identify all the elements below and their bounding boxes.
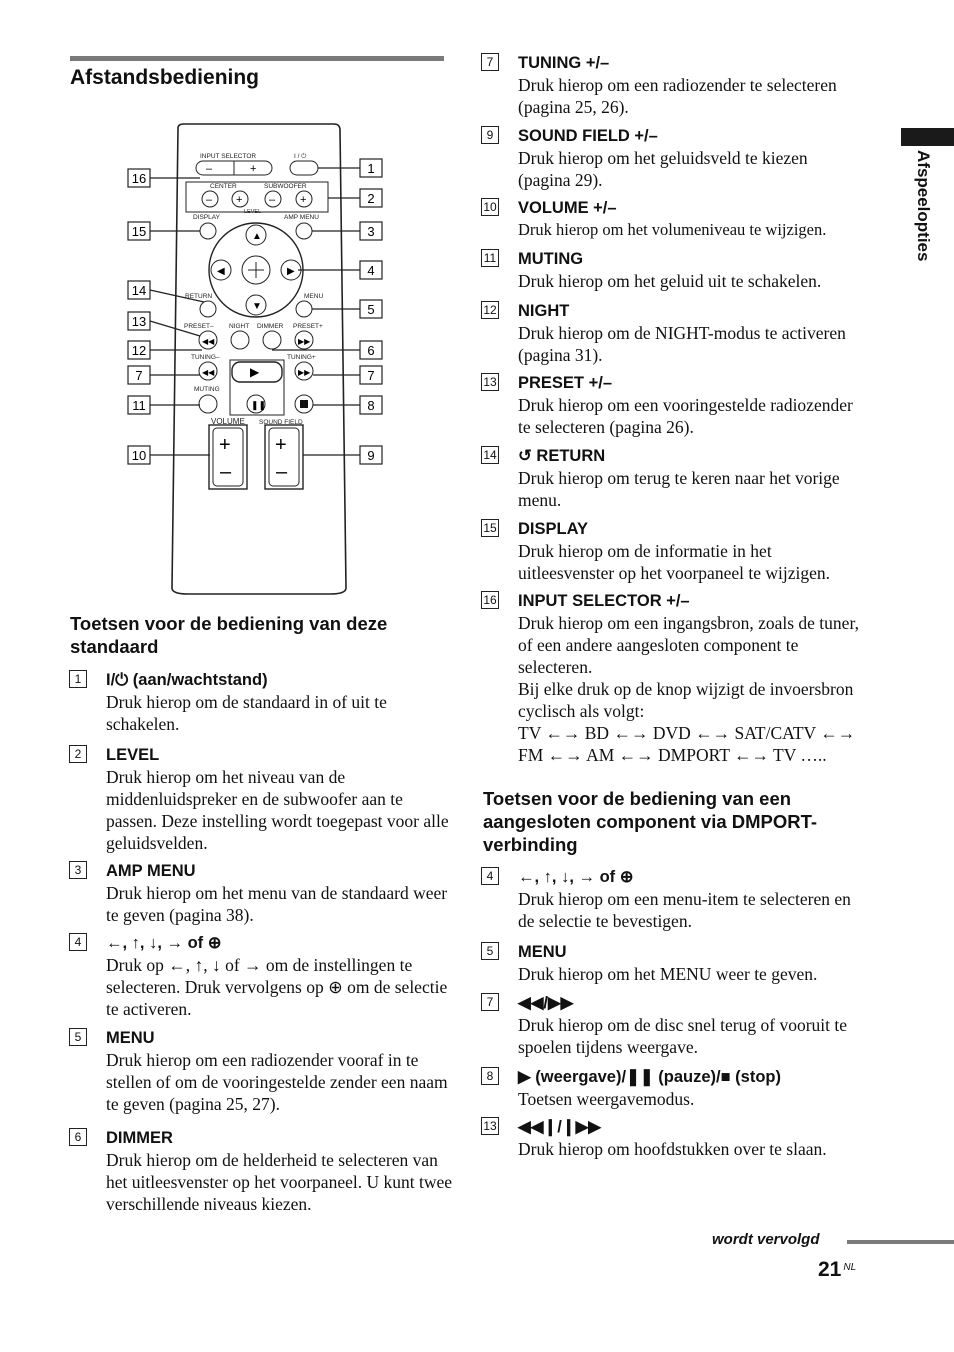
callout-label-right-6: 7 (367, 368, 375, 383)
list-item (486, 941, 863, 985)
callout-label-left-1: 15 (131, 224, 147, 239)
page-number (818, 1258, 856, 1282)
item-desc: Druk hierop om het MENU weer te geven. (518, 964, 818, 984)
item-number: 7 (481, 993, 499, 1011)
item-desc: Druk hierop om de helderheid te selecteren van het uitleesvenster op het voorpaneel. U kunt twee verschillende niveaus kiezen. (106, 1150, 453, 1214)
item-desc-2: Bij elke druk op de knop wijzigt de invoersbron cyclisch als volgt: (518, 679, 854, 721)
svg-text:▶▶: ▶▶ (298, 368, 311, 377)
section1-heading: Toetsen voor de bediening van deze standaard (70, 613, 388, 657)
item-desc: Druk hierop om de NIGHT-modus te activeren (pagina 31). (518, 323, 846, 365)
item-desc: Druk hierop om de disc snel terug of vooruit te spoelen tijdens weergave. (518, 1015, 848, 1057)
chapter-tab-label: Afspeelopties (914, 150, 933, 262)
svg-text:❚❚: ❚❚ (251, 400, 267, 410)
item-number: 3 (69, 861, 87, 879)
svg-text:+: + (250, 163, 257, 175)
item-title: SOUND FIELD +/– (518, 127, 658, 145)
item-title: MENU (106, 1029, 155, 1047)
item-desc: Druk hierop om het volumeniveau te wijzigen. (518, 220, 827, 239)
item-desc: Druk hierop om een radiozender vooraf in te stellen of om de vooringestelde zender een naam te geven (pagina 25, 27). (106, 1050, 448, 1114)
callout-label-right-0: 1 (367, 161, 375, 176)
svg-text:–: – (276, 461, 288, 483)
svg-text:◀: ◀ (217, 266, 225, 277)
chapter-tab (903, 150, 943, 300)
night-button (231, 331, 249, 349)
list-item (74, 669, 456, 735)
item-number: 13 (481, 373, 499, 391)
list-item (486, 125, 858, 191)
callout-label-left-5: 7 (135, 368, 143, 383)
item-title: ←, ↑, ↓, → of ⊕ (518, 868, 634, 886)
dimmer-button (263, 331, 281, 349)
callout-label-right-3: 4 (367, 263, 375, 278)
svg-text:–: – (220, 461, 232, 483)
label-volume: VOLUME (211, 417, 245, 426)
item-desc-3: TV ←→ BD ←→ DVD ←→ SAT/CATV ←→ FM ←→ AM ←→ DMPORT ←→ TV ….. (518, 723, 856, 765)
list-item (483, 518, 863, 584)
list-item (483, 300, 858, 366)
svg-text:–: – (206, 194, 213, 206)
amp-menu-button (296, 223, 312, 239)
item-desc: Druk hierop om een ingangsbron, zoals de tuner, of een andere aangesloten component te selecteren. (518, 613, 859, 677)
item-number: 15 (481, 519, 499, 537)
display-button (200, 223, 216, 239)
callout-label-right-7: 8 (367, 398, 375, 413)
label-return: RETURN (185, 293, 213, 300)
list-item (483, 1116, 863, 1160)
muting-button (199, 395, 217, 413)
list-item (483, 197, 863, 241)
item-desc: Druk hierop om hoofdstukken over te slaan. (518, 1139, 827, 1159)
item-title: DISPLAY (518, 520, 588, 538)
item-number: 5 (69, 1028, 87, 1046)
list-item (74, 744, 456, 854)
list-item (486, 1066, 863, 1110)
label-night: NIGHT (229, 323, 250, 330)
label-power: I / ⏻ (294, 153, 307, 160)
label-preset-plus: PRESET+ (293, 323, 323, 330)
continued-rule (847, 1240, 954, 1244)
list-item (486, 52, 858, 118)
list-item (483, 445, 858, 511)
item-desc: Druk hierop om de informatie in het uitleesvenster op het voorpaneel te wijzigen. (518, 541, 830, 583)
list-item (483, 248, 858, 292)
item-desc: Druk hierop om het niveau van de middenluidspreker en de subwoofer aan te passen. Deze instelling wordt toegepast voor alle geluidsvelden. (106, 767, 449, 853)
item-number: 11 (481, 249, 499, 267)
item-number: 8 (481, 1067, 499, 1085)
item-number: 12 (481, 301, 499, 319)
label-sound-field: SOUND FIELD (259, 419, 303, 426)
svg-text:+: + (300, 194, 307, 206)
item-title: VOLUME +/– (518, 199, 617, 217)
chapter-tab-marker (901, 128, 954, 146)
item-title: LEVEL (106, 746, 160, 764)
item-desc: Druk hierop om het geluid uit te schakelen. (518, 271, 822, 291)
svg-text:+: + (236, 194, 243, 206)
list-item (486, 866, 863, 932)
item-number: 10 (481, 198, 499, 216)
section3-heading: Toetsen voor de bediening van een aangesloten component via DMPORT-verbinding (483, 788, 818, 855)
item-title: MENU (518, 943, 567, 961)
label-dimmer: DIMMER (257, 323, 284, 330)
remote-svg (118, 118, 394, 598)
item-number: 4 (69, 933, 87, 951)
item-desc: Druk hierop om een radiozender te selecteren (pagina 25, 26). (518, 75, 837, 117)
label-menu: MENU (304, 293, 324, 300)
item-desc: Druk hierop om een vooringestelde radiozender te selecteren (pagina 26). (518, 395, 853, 437)
item-number: 13 (481, 1117, 499, 1135)
item-desc: Druk op ←, ↑, ↓ of → om de instellingen te selecteren. Druk vervolgens op ⊕ om de selectie te activeren. (106, 955, 448, 1019)
item-title: AMP MENU (106, 862, 196, 880)
svg-text:+: + (219, 434, 231, 456)
item-title: TUNING +/– (518, 54, 610, 72)
callout-label-right-8: 9 (367, 448, 375, 463)
svg-text:+: + (275, 434, 287, 456)
callout-label-left-0: 16 (131, 171, 147, 186)
label-level: LEVEL (244, 209, 262, 215)
callout-label-right-5: 6 (367, 343, 375, 358)
svg-text:◀◀: ◀◀ (202, 337, 215, 346)
svg-text:▲: ▲ (252, 231, 262, 242)
item-desc: Druk hierop om het menu van de standaard weer te geven (pagina 38). (106, 883, 448, 925)
item-title: ▶ (weergave)/❚❚ (pauze)/■ (stop) (518, 1068, 782, 1086)
menu-button (296, 301, 312, 317)
page-number-value: 21 (818, 1258, 842, 1281)
item-desc: Druk hierop om het geluidsveld te kiezen (pagina 29). (518, 148, 808, 190)
list-item (74, 932, 456, 1020)
svg-text:▶▶: ▶▶ (298, 337, 311, 346)
item-desc: Druk hierop om terug te keren naar het vorige menu. (518, 468, 840, 510)
item-desc: Druk hierop om een menu-item te selecteren en de selectie te bevestigen. (518, 889, 851, 931)
item-number: 6 (69, 1128, 87, 1146)
list-item (74, 860, 456, 926)
item-number: 16 (481, 591, 499, 609)
callout-label-left-4: 12 (131, 343, 147, 358)
label-tuning-plus: TUNING+ (287, 354, 316, 361)
svg-text:◀◀: ◀◀ (202, 368, 215, 377)
callout-label-left-3: 13 (131, 314, 147, 329)
item-title: ←, ↑, ↓, → of ⊕ (106, 934, 222, 952)
item-number: 9 (481, 126, 499, 144)
label-muting: MUTING (194, 386, 220, 393)
callout-label-right-2: 3 (367, 224, 375, 239)
section-rule (70, 56, 444, 61)
label-preset-minus: PRESET– (184, 323, 214, 330)
label-display: DISPLAY (193, 214, 220, 221)
item-title: I/⏻ (aan/wachtstand) (106, 671, 268, 689)
svg-text:▼: ▼ (252, 301, 262, 312)
list-item (74, 1027, 456, 1115)
power-button (290, 161, 318, 175)
item-number: 7 (481, 53, 499, 71)
item-number: 4 (481, 867, 499, 885)
svg-text:▶: ▶ (287, 266, 295, 277)
label-center: CENTER (210, 183, 237, 190)
item-title: PRESET +/– (518, 374, 612, 392)
item-title: INPUT SELECTOR +/– (518, 592, 690, 610)
svg-text:–: – (206, 163, 213, 175)
return-button (200, 301, 216, 317)
page-title: Afstandsbediening (70, 66, 260, 89)
item-number: 14 (481, 446, 499, 464)
list-item (483, 372, 858, 438)
item-title: MUTING (518, 250, 584, 268)
item-title: ↺ RETURN (518, 447, 606, 465)
label-input-selector: INPUT SELECTOR (200, 153, 257, 160)
item-title: ◀◀❙/❙▶▶ (518, 1118, 601, 1136)
item-desc: Toetsen weergavemodus. (518, 1089, 695, 1109)
callouts-left (128, 169, 150, 464)
continued-label: wordt vervolgd (712, 1231, 820, 1248)
svg-text:▶: ▶ (250, 365, 260, 379)
callout-label-left-6: 11 (132, 398, 146, 413)
item-number: 5 (481, 942, 499, 960)
callout-label-right-4: 5 (367, 302, 375, 317)
callout-label-right-1: 2 (367, 191, 375, 206)
callout-label-left-7: 10 (131, 448, 147, 463)
label-subwoofer: SUBWOOFER (264, 183, 307, 190)
item-desc: Druk hierop om de standaard in of uit te schakelen. (106, 692, 387, 734)
callouts-right (360, 159, 382, 464)
list-item (483, 590, 863, 766)
remote-illustration (118, 118, 394, 598)
item-number: 1 (69, 670, 87, 688)
svg-text:–: – (269, 194, 276, 206)
list-item (74, 1127, 456, 1215)
item-number: 2 (69, 745, 87, 763)
label-amp-menu: AMP MENU (284, 214, 319, 221)
list-item (486, 992, 863, 1058)
callout-label-left-2: 14 (131, 283, 147, 298)
item-title: DIMMER (106, 1129, 173, 1147)
page-number-suffix: NL (843, 1262, 857, 1273)
item-title: NIGHT (518, 302, 570, 320)
item-title: ◀◀/▶▶ (518, 994, 574, 1012)
label-tuning-minus: TUNING– (191, 354, 220, 361)
